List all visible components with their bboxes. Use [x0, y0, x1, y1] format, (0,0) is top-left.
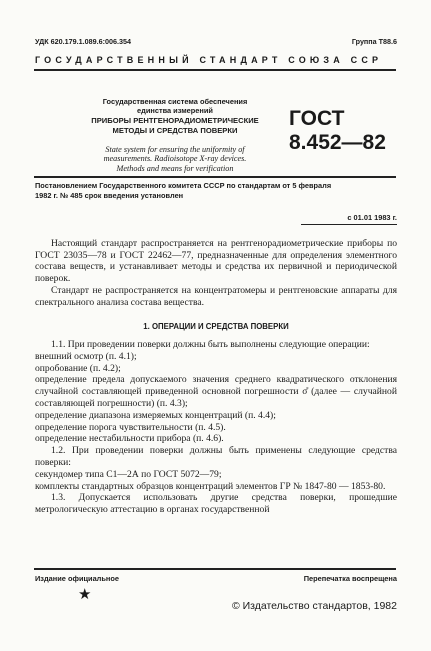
clause-1-1: 1.1. При проведении поверки должны быть выполнены следующие операции:: [51, 339, 370, 350]
footer-rule: [34, 568, 396, 570]
op-inspection: внешний осмотр (п. 4.1);: [35, 350, 137, 362]
date-underline: [301, 224, 397, 225]
effective-date: с 01.01 1983 г.: [347, 213, 397, 222]
official-edition: Издание официальное: [35, 574, 120, 583]
reprint-prohibited: Перепечатка воспрещена: [303, 574, 397, 583]
clause-1-3: 1.3. Допускается использовать другие средства поверки, прошедшие метрологическую аттестацию в органах государственной: [35, 492, 397, 516]
scope-paragraph: Стандарт не распространяется на концентратомеры и рентгеновские аппараты для спектрального анализа состава вещества.: [35, 285, 397, 308]
decree-text: Постановлением Государственного комитета СССР по стандартам от 5 февраля 1982 г. № 485 срок введения установлен: [35, 181, 332, 201]
section-title: 1. ОПЕРАЦИИ И СРЕДСТВА ПОВЕРКИ: [143, 322, 289, 331]
gost-number: ГОСТ 8.452—82: [289, 107, 386, 154]
intro-paragraph: Настоящий стандарт распространяется на рентгенорадиометрические приборы по ГОСТ 23035—78 и ГОСТ 22462—77, предназначенные для определения элементного состава веществ, и устанавливает методы и средства их первичной и периодической поверок.: [35, 238, 397, 284]
top-rule: [34, 69, 396, 71]
middle-rule: [34, 176, 396, 178]
udk-code: УДК 620.179.1.089.6:006.354: [35, 37, 131, 46]
means-stopwatch: секундомер типа С1—2А по ГОСТ 5072—79;: [35, 468, 222, 480]
star-icon: ★: [78, 587, 92, 603]
system-name: Государственная система обеспечения единства измерений: [102, 97, 248, 115]
op-range: определение диапазона измеряемых концентраций (п. 4.4);: [35, 409, 276, 421]
english-title: State system for ensuring the uniformity of measurements. Radioisotope X-ray devices. Methods and means for verification: [103, 145, 247, 173]
publisher-copyright: © Издательство стандартов, 1982: [231, 600, 397, 612]
op-testing: опробование (п. 4.2);: [35, 362, 121, 374]
op-deviation: определение предела допускаемого значения среднего квадратического отклонения случайной составляющей приведенной основной погрешности σ̊ (далее — случайной составляющей погрешности) (п. 4.3);: [35, 374, 397, 409]
op-instability: определение нестабильности прибора (п. 4.6).: [35, 433, 224, 445]
clause-1-2: 1.2. При проведении поверки должны быть применены следующие средства поверки:: [35, 445, 397, 468]
op-threshold: определение порога чувствительности (п. 4.5).: [35, 421, 226, 433]
state-standard-heading: ГОСУДАРСТВЕННЫЙ СТАНДАРТ СОЮЗА ССР: [35, 55, 383, 65]
group-code: Группа Т88.6: [351, 37, 397, 46]
section-body: [35, 339, 397, 516]
document-title: ПРИБОРЫ РЕНТГЕНОРАДИОМЕТРИЧЕСКИЕ МЕТОДЫ И СРЕДСТВА ПОВЕРКИ: [91, 116, 259, 135]
means-samples: комплекты стандартных образцов концентраций элементов ГР № 1847-80 — 1853-80.: [35, 480, 386, 492]
